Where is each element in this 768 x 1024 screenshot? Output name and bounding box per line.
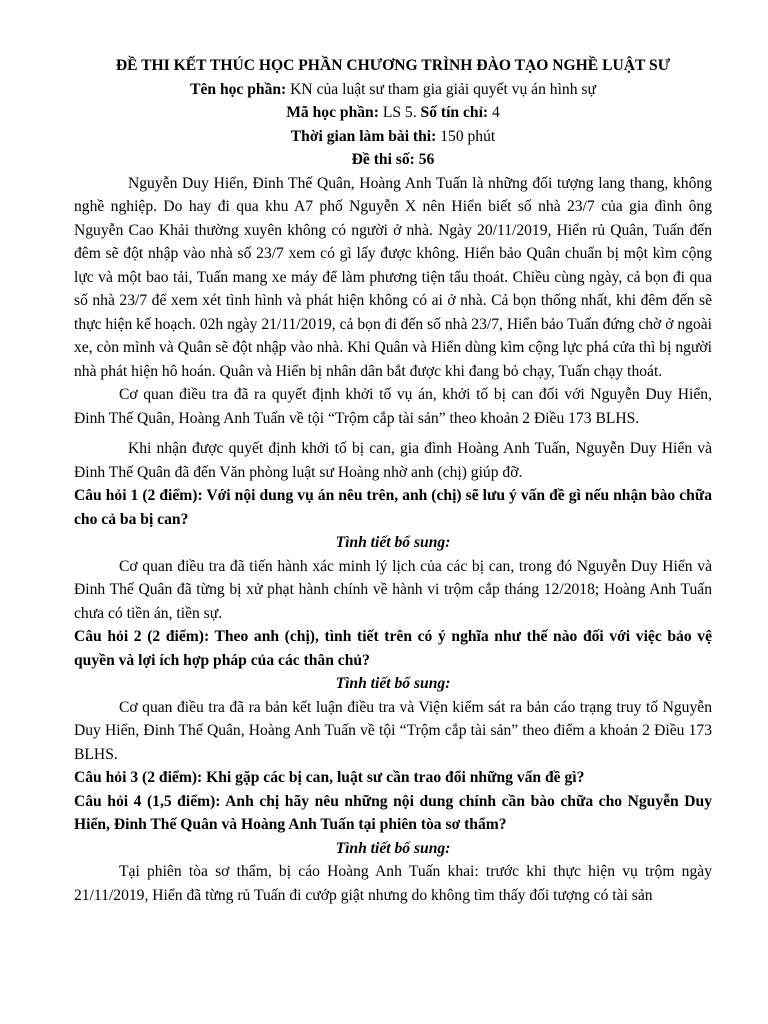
supplement-heading-3: Tình tiết bổ sung: (335, 839, 451, 857)
course-name-value: KN của luật sư tham gia giải quyết vụ án hình sự (290, 80, 596, 98)
exam-document (74, 54, 712, 907)
case-paragraph-3: Khi nhận được quyết định khởi tố bị can, gia đình Hoàng Anh Tuấn, Nguyễn Duy Hiển và Đinh Thế Quân đã đến Văn phòng luật sư Hoàng nhờ anh (chị) giúp đỡ. (74, 440, 712, 481)
exam-number: Đề thi số: 56 (351, 151, 435, 168)
question-3: Câu hỏi 3 (2 điểm): Khi gặp các bị can, luật sư cần trao đổi những vấn đề gì? (74, 769, 585, 786)
exam-title: ĐỀ THI KẾT THÚC HỌC PHẦN CHƯƠNG TRÌNH ĐÀO TẠO NGHỀ LUẬT SƯ (115, 57, 671, 74)
credits-label: Số tín chỉ: (420, 104, 489, 121)
supplement-paragraph-1: Cơ quan điều tra đã tiến hành xác minh lý lịch của các bị can, trong đó Nguyễn Duy Hiển và Đinh Thế Quân đã từng bị xử phạt hành chính về hành vi trộm cắp tháng 12/2018; Hoàng Anh Tuấn chưa có tiền án, tiền sự. (74, 557, 712, 622)
course-code-line (74, 101, 712, 125)
course-code-label: Mã học phần: (286, 104, 379, 121)
course-name-label: Tên học phần: (190, 80, 287, 98)
supplement-heading-1: Tình tiết bổ sung: (335, 534, 451, 551)
case-paragraph-2: Cơ quan điều tra đã ra quyết định khởi tố vụ án, khởi tố bị can đối với Nguyễn Duy Hiển, Đinh Thế Quân, Hoàng Anh Tuấn về tội “Trộm cắp tài sản” theo khoản 2 Điều 173 BLHS. (74, 386, 712, 427)
question-1: Câu hỏi 1 (2 điểm): Với nội dung vụ án nêu trên, anh (chị) sẽ lưu ý vấn đề gì nếu nhận bào chữa cho cả ba bị can? (74, 487, 712, 528)
supplement-paragraph-2: Cơ quan điều tra đã ra bản kết luận điều tra và Viện kiểm sát ra bản cáo trạng truy tố Nguyễn Duy Hiển, Đinh Thế Quân, Hoàng Anh Tuấn về tội “Trộm cắp tài sản” theo điểm a khoản 2 Điều 173 BLHS. (74, 698, 712, 763)
course-code-value: LS 5. (382, 104, 417, 121)
exam-time-value: 150 phút (440, 127, 496, 145)
exam-time-label: Thời gian làm bài thi: (290, 127, 437, 145)
exam-time-line (74, 125, 712, 149)
question-2: Câu hỏi 2 (2 điểm): Theo anh (chị), tình tiết trên có ý nghĩa như thế nào đối với việc bảo vệ quyền và lợi ích hợp pháp của các thân chủ? (74, 628, 712, 669)
supplement-heading-2: Tình tiết bổ sung: (335, 675, 451, 692)
credits-value: 4 (492, 104, 500, 121)
course-name-line (74, 78, 712, 102)
question-4: Câu hỏi 4 (1,5 điểm): Anh chị hãy nêu những nội dung chính cần bào chữa cho Nguyễn Duy Hiển, Đinh Thế Quân và Hoàng Anh Tuấn tại phiên tòa sơ thẩm? (74, 792, 712, 833)
case-paragraph-1: Nguyễn Duy Hiển, Đinh Thế Quân, Hoàng Anh Tuấn là những đối tượng lang thang, không nghề nghiệp. Do hay đi qua khu A7 phố Nguyễn X nên Hiển biết số nhà 23/7 của gia đình ông Nguyễn Cao Khải thường xuyên không có người ở nhà. Ngày 20/11/2019, Hiển rủ Quân, Tuấn đến đêm sẽ đột nhập vào nhà số 23/7 xem có gì lấy được không. Hiển bảo Quân chuẩn bị một kìm cộng lực và một bao tải, Tuấn mang xe máy để làm phương tiện tẩu thoát. Chiều cùng ngày, cả bọn đi qua số nhà 23/7 để xem xét tình hình và phát hiện không có ai ở nhà. Cả bọn thống nhất, khi đêm đến sẽ thực hiện kế hoạch. 02h ngày 21/11/2019, cả bọn đi đến số nhà 23/7, Hiển bảo Tuấn đứng chờ ở ngoài xe, còn mình và Quân sẽ đột nhập vào nhà. Khi Quân và Hiển dùng kìm cộng lực phá cửa thì bị người nhà phát hiện hô hoán. Quân và Hiển bị nhân dân bắt được khi đang bỏ chạy, Tuấn chạy thoát. (74, 174, 712, 380)
supplement-paragraph-3: Tại phiên tòa sơ thẩm, bị cáo Hoàng Anh Tuấn khai: trước khi thực hiện vụ trộm ngày 21/11/2019, Hiển đã từng rủ Tuấn đi cướp giật nhưng do không tìm thấy đối tượng có tài sản (74, 863, 712, 904)
